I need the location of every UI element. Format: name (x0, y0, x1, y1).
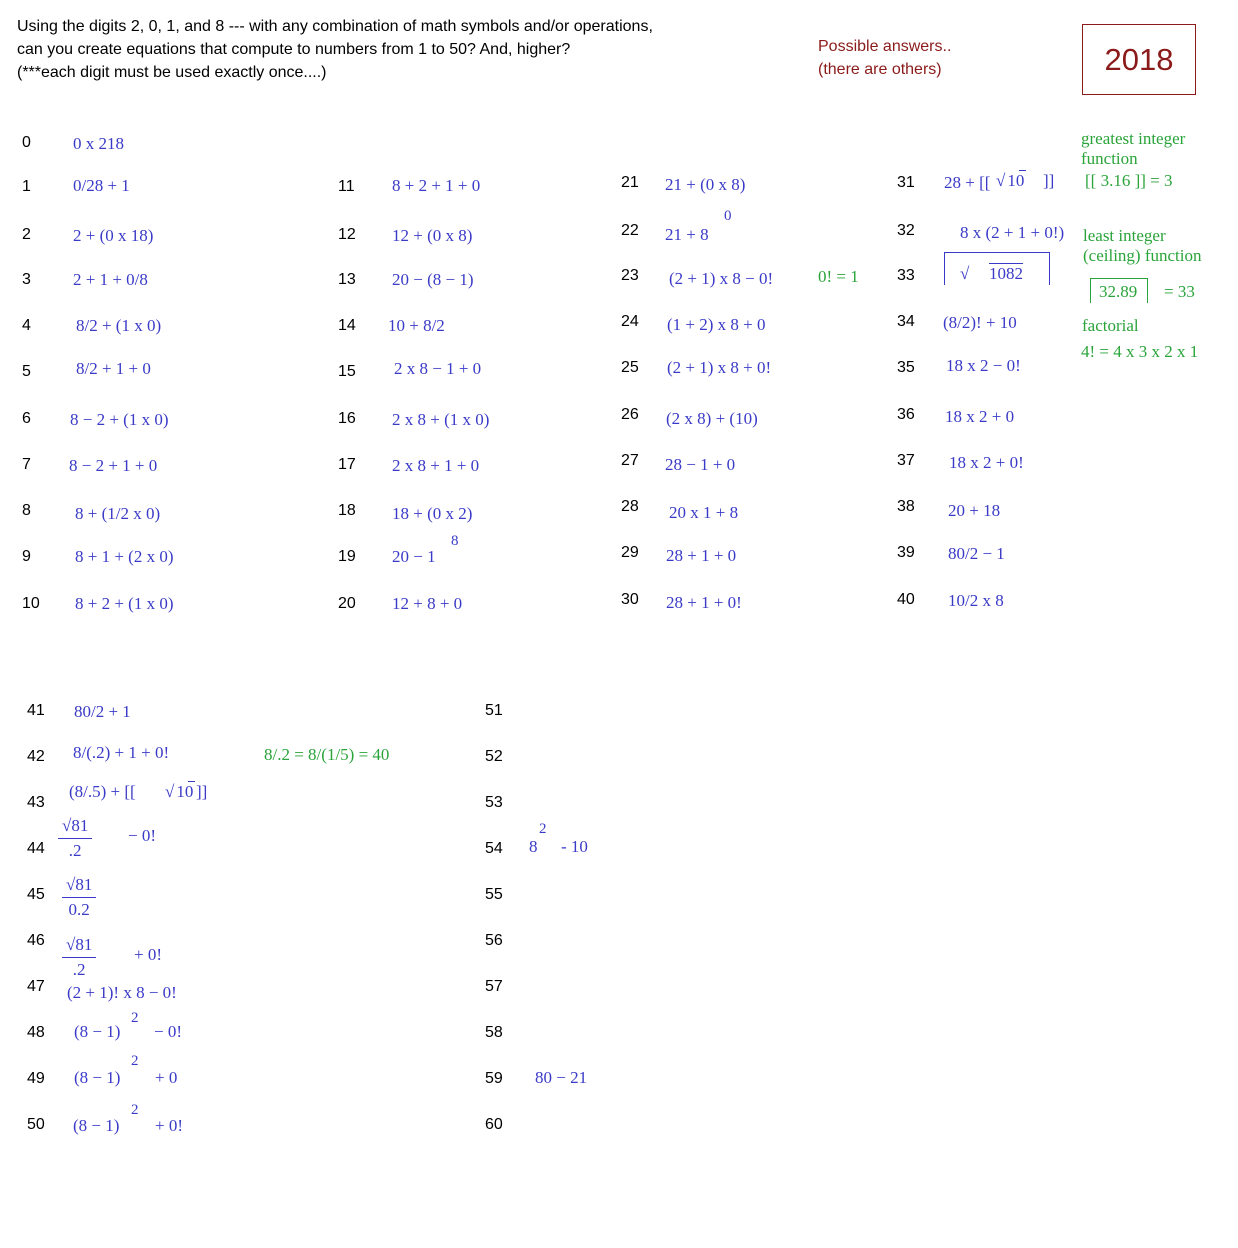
row-number: 15 (338, 363, 356, 380)
row-expression: 8 + 1 + (2 x 0) (75, 547, 174, 566)
row-number: 33 (897, 267, 915, 284)
row-expression: 20 − (8 − 1) (392, 270, 474, 289)
row-expression: 10/2 x 8 (948, 591, 1004, 610)
radical-sign-33: √ (960, 264, 970, 283)
row-number: 19 (338, 548, 356, 565)
row-number: 52 (485, 748, 503, 765)
row-number: 31 (897, 174, 915, 191)
numerator-46: √81 (62, 935, 96, 958)
row-expression: 18 x 2 + 0! (949, 453, 1024, 472)
least-integer-title-2: (ceiling) function (1083, 246, 1202, 265)
row-expression: 20 − 1 (392, 547, 436, 566)
row-expression: 18 x 2 + 0 (945, 407, 1015, 426)
ceiling-example-value: 32.89 (1099, 282, 1138, 301)
numerator-44: √81 (58, 816, 92, 839)
row-number: 50 (27, 1116, 45, 1133)
row-expression: 18 + (0 x 2) (392, 504, 473, 523)
row-expression: 8 + 2 + 1 + 0 (392, 176, 481, 195)
row-expression: 8 (529, 837, 538, 856)
instructions-line-2: can you create equations that compute to numbers from 1 to 50? And, higher? (17, 41, 571, 58)
year-box: 2018 (1082, 24, 1196, 95)
row-number: 26 (621, 406, 639, 423)
row-expression: 10 + 8/2 (388, 316, 445, 335)
row-number: 34 (897, 313, 915, 330)
ceiling-example-result: = 33 (1164, 282, 1195, 301)
row-number: 55 (485, 886, 503, 903)
row-number: 37 (897, 452, 915, 469)
fraction-44 (58, 816, 92, 861)
row-number: 41 (27, 702, 45, 719)
division-note-42: 8/.2 = 8/(1/5) = 40 (264, 745, 390, 764)
row-number: 9 (22, 548, 31, 565)
row-number: 25 (621, 359, 639, 376)
row-expression: (8 − 1) (74, 1068, 121, 1087)
fraction-45 (62, 875, 96, 920)
row-number: 32 (897, 222, 915, 239)
row-number: 48 (27, 1024, 45, 1041)
tail-54: - 10 (561, 837, 588, 856)
row-expression: 2 x 8 − 1 + 0 (394, 359, 482, 378)
row-expression: 80/2 + 1 (74, 702, 131, 721)
denominator-44: .2 (68, 841, 82, 860)
row-expression: 80/2 − 1 (948, 544, 1005, 563)
row-number: 14 (338, 317, 356, 334)
row-expression: 0 x 218 (73, 134, 124, 153)
row-number: 6 (22, 410, 31, 427)
row-expression: 80 − 21 (535, 1068, 588, 1087)
radicand-43: 10 (176, 782, 194, 801)
row-number: 23 (621, 267, 639, 284)
row-expression: 8 − 2 + 1 + 0 (69, 456, 158, 475)
tail-49: + 0 (155, 1068, 178, 1087)
row-number: 2 (22, 226, 31, 243)
row-number: 45 (27, 886, 45, 903)
row-expression: 8 − 2 + (1 x 0) (70, 410, 169, 429)
row-number: 30 (621, 591, 639, 608)
row-number: 11 (338, 178, 355, 195)
row-number: 28 (621, 498, 639, 515)
row-number: 56 (485, 932, 503, 949)
row-number: 36 (897, 406, 915, 423)
row-expression: (2 + 1)! x 8 − 0! (67, 983, 177, 1002)
row-number: 0 (22, 134, 31, 151)
row-number: 17 (338, 456, 356, 473)
row-number: 7 (22, 456, 31, 473)
row-expression: 2 + (0 x 18) (73, 226, 154, 245)
superscript-49: 2 (131, 1053, 139, 1069)
least-integer-title-1: least integer (1083, 226, 1166, 245)
greatest-integer-note (1081, 129, 1185, 169)
row-number: 20 (338, 595, 356, 612)
row-number: 8 (22, 502, 31, 519)
row-number: 16 (338, 410, 356, 427)
superscript-22: 0 (724, 208, 732, 224)
superscript-19: 8 (451, 533, 459, 549)
row-number: 40 (897, 591, 915, 608)
row-number: 3 (22, 271, 31, 288)
greatest-integer-title-1: greatest integer (1081, 129, 1186, 148)
row-number: 49 (27, 1070, 45, 1087)
factorial-title: factorial (1082, 316, 1139, 335)
row-expression: + 0! (134, 945, 162, 964)
close-bracket-43: ]] (196, 782, 208, 801)
row-expression: (2 + 1) x 8 − 0! (669, 269, 774, 288)
radical-31: √ 10 (996, 171, 1025, 190)
row-number: 53 (485, 794, 503, 811)
row-expression: 12 + (0 x 8) (392, 226, 473, 245)
row-number: 4 (22, 317, 31, 334)
possible-answers-note (818, 35, 951, 81)
instructions-line-1: Using the digits 2, 0, 1, and 8 --- with any combination of math symbols and/or operations, (17, 18, 653, 35)
row-number: 51 (485, 702, 503, 719)
row-number: 47 (27, 978, 45, 995)
radical-43: √ 10 (165, 782, 194, 801)
row-number: 46 (27, 932, 45, 949)
possible-answers-line-2: (there are others) (818, 61, 942, 78)
row-number: 57 (485, 978, 503, 995)
row-expression: (1 + 2) x 8 + 0 (667, 315, 766, 334)
denominator-46: .2 (72, 960, 86, 979)
superscript-54: 2 (539, 821, 547, 837)
superscript-48: 2 (131, 1010, 139, 1026)
row-number: 43 (27, 794, 45, 811)
row-number: 35 (897, 359, 915, 376)
row-number: 59 (485, 1070, 503, 1087)
row-expression: 8 x (2 + 1 + 0!) (960, 223, 1065, 242)
row-expression: 21 + (0 x 8) (665, 175, 746, 194)
row-expression: (8/.5) + [[ (69, 782, 136, 801)
row-number: 44 (27, 840, 45, 857)
factorial-example: 4! = 4 x 3 x 2 x 1 (1081, 342, 1199, 361)
row-number: 13 (338, 271, 356, 288)
row-number: 39 (897, 544, 915, 561)
row-number: 12 (338, 226, 356, 243)
row-expression: 8/2 + (1 x 0) (76, 316, 162, 335)
row-expression: (8/2)! + 10 (943, 313, 1017, 332)
row-expression: 12 + 8 + 0 (392, 594, 463, 613)
row-number: 58 (485, 1024, 503, 1041)
greatest-integer-example: [[ 3.16 ]] = 3 (1085, 171, 1173, 190)
row-expression: − 0! (128, 826, 156, 845)
close-bracket-31: ]] (1043, 171, 1055, 190)
row-expression: 2 x 8 + 1 + 0 (392, 456, 480, 475)
instructions-line-3: (***each digit must be used exactly once....) (17, 64, 327, 81)
row-expression: 28 + 1 + 0 (666, 546, 737, 565)
possible-answers-line-1: Possible answers.. (818, 38, 952, 55)
row-expression: 0/28 + 1 (73, 176, 130, 195)
greatest-integer-title-2: function (1081, 149, 1138, 168)
denominator-45: 0.2 (68, 900, 90, 919)
row-expression: (8 − 1) (74, 1022, 121, 1041)
row-expression: (2 x 8) + (10) (666, 409, 758, 428)
row-expression: 20 + 18 (948, 501, 1001, 520)
row-expression: (2 + 1) x 8 + 0! (667, 358, 772, 377)
row-number: 38 (897, 498, 915, 515)
row-expression: 8 + (1/2 x 0) (75, 504, 161, 523)
row-expression: 28 − 1 + 0 (665, 455, 736, 474)
row-expression: 8 + 2 + (1 x 0) (75, 594, 174, 613)
least-integer-note (1083, 226, 1202, 266)
row-expression: 8/2 + 1 + 0 (76, 359, 151, 378)
row-number: 60 (485, 1116, 503, 1133)
row-expression: 28 + [[ (944, 173, 991, 192)
row-expression: 1082 (989, 264, 1023, 283)
row-expression: 28 + 1 + 0! (666, 593, 742, 612)
row-number: 24 (621, 313, 639, 330)
factorial-zero-note: 0! = 1 (818, 267, 859, 286)
fraction-46 (62, 935, 96, 980)
superscript-50: 2 (131, 1102, 139, 1118)
row-number: 29 (621, 544, 639, 561)
row-expression: 18 x 2 − 0! (946, 356, 1021, 375)
numerator-45: √81 (62, 875, 96, 898)
tail-50: + 0! (155, 1116, 183, 1135)
row-number: 5 (22, 363, 31, 380)
radicand-31: 10 (1007, 171, 1025, 190)
row-expression: 2 x 8 + (1 x 0) (392, 410, 490, 429)
row-expression: 2 + 1 + 0/8 (73, 270, 148, 289)
row-number: 27 (621, 452, 639, 469)
row-number: 18 (338, 502, 356, 519)
row-number: 10 (22, 595, 40, 612)
row-expression: 20 x 1 + 8 (669, 503, 739, 522)
row-expression: 21 + 8 (665, 225, 709, 244)
row-number: 1 (22, 178, 31, 195)
row-number: 21 (621, 174, 639, 191)
row-expression: 8/(.2) + 1 + 0! (73, 743, 170, 762)
row-expression: (8 − 1) (73, 1116, 120, 1135)
row-number: 42 (27, 748, 45, 765)
row-number: 22 (621, 222, 639, 239)
instructions (17, 15, 653, 84)
row-number: 54 (485, 840, 503, 857)
tail-48: − 0! (154, 1022, 182, 1041)
